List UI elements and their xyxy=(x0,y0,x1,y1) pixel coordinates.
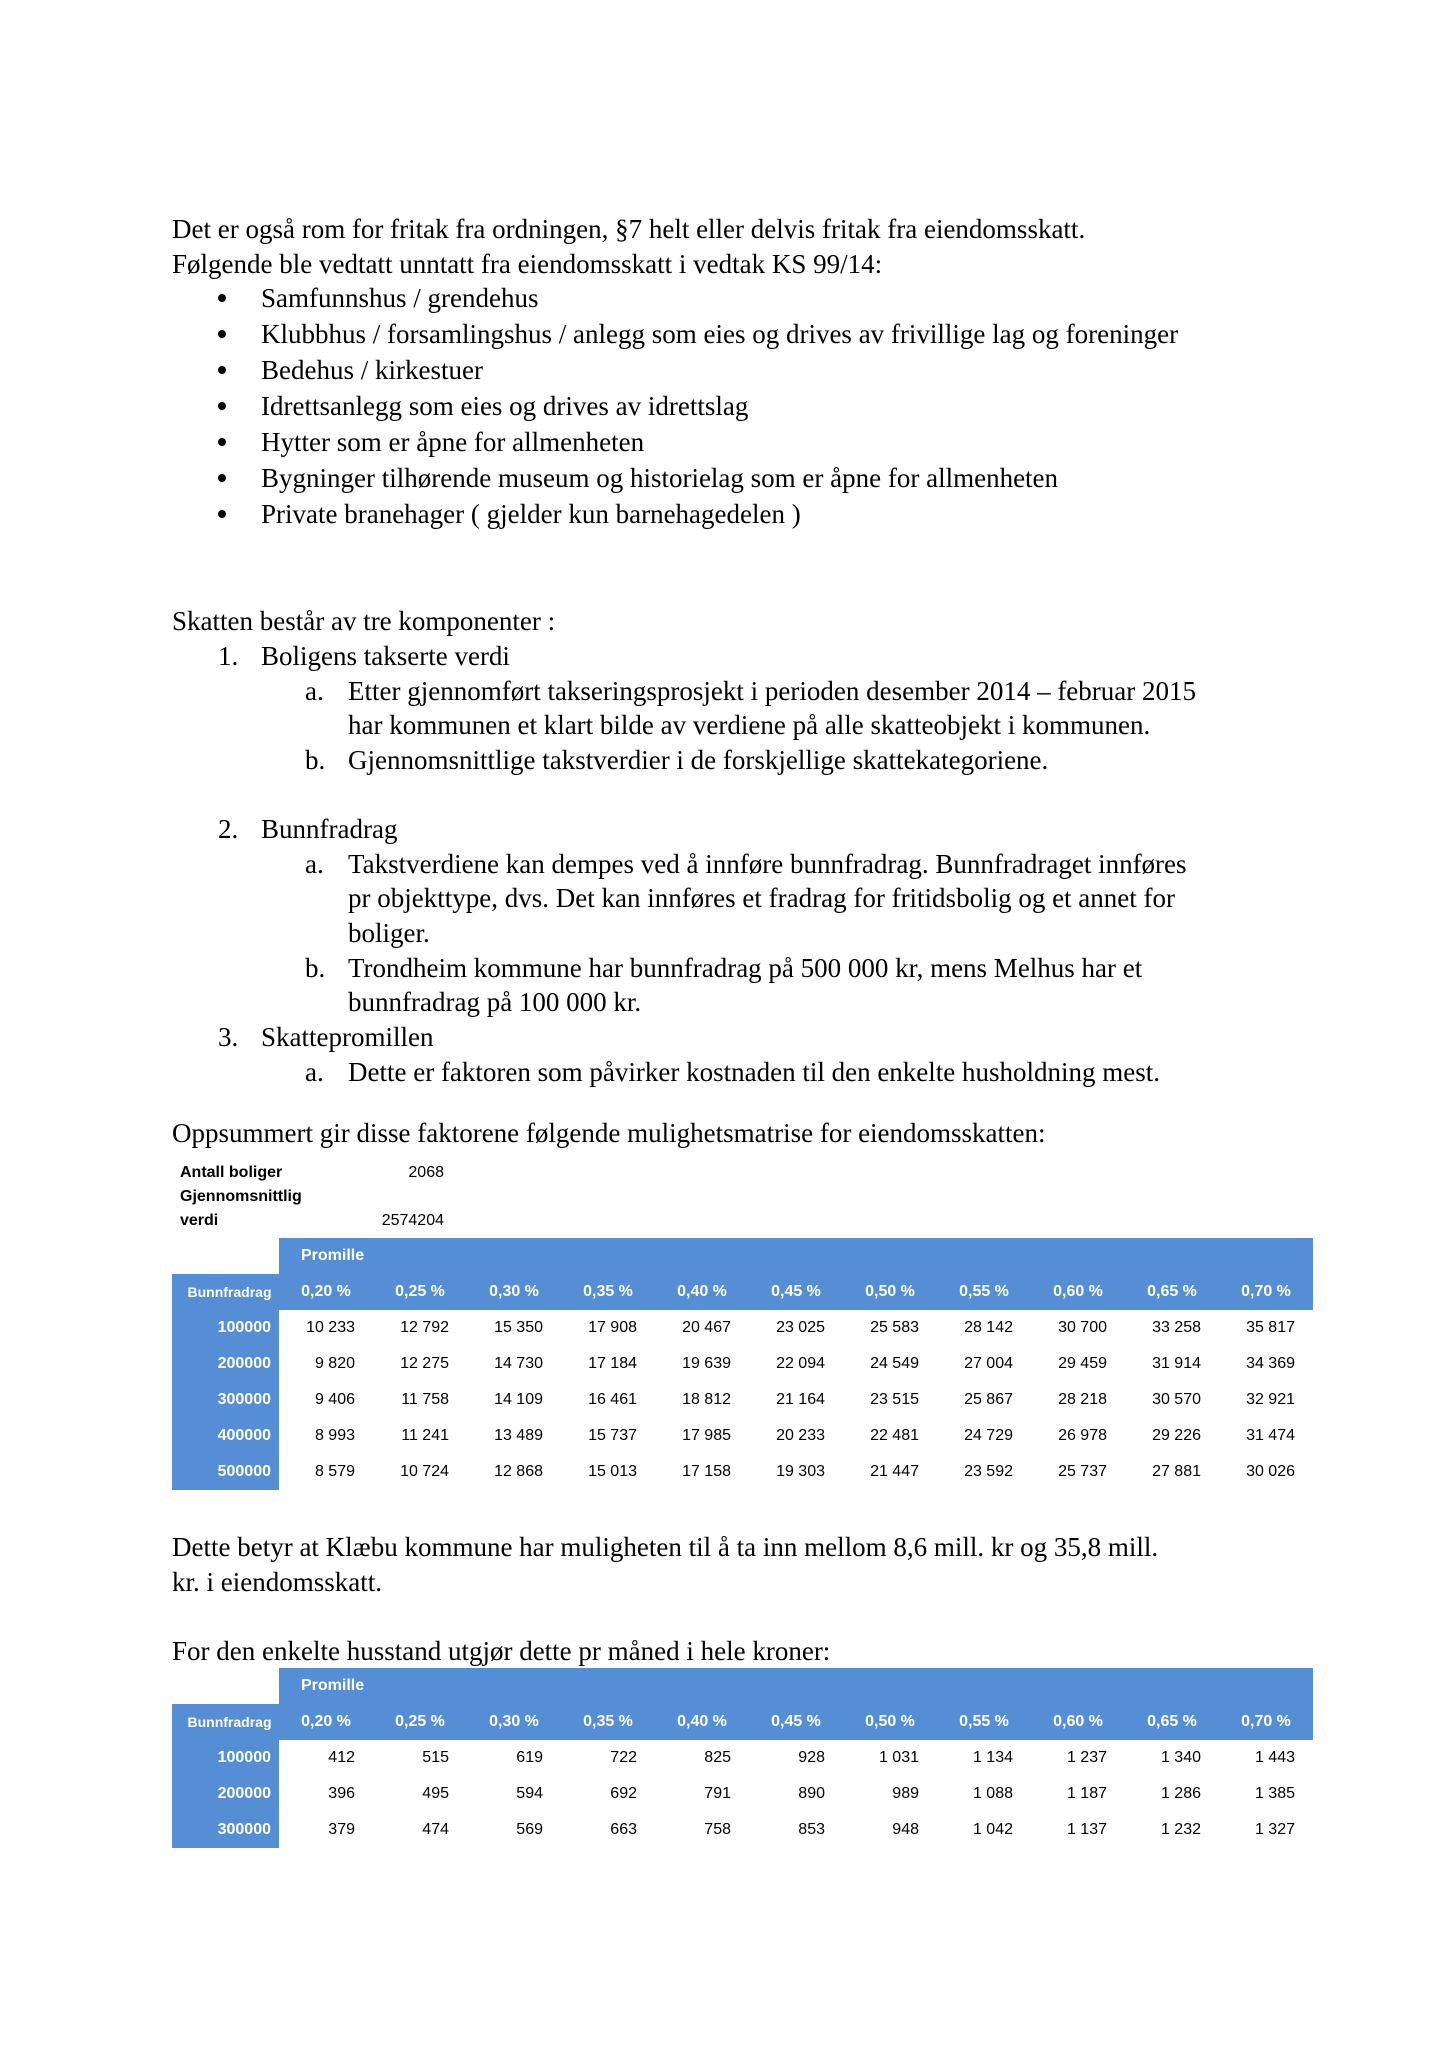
component-2a-line-2: pr objekttype, dvs. Det kan innføres et fradrag for fritidsbolig og et annet for xyxy=(348,883,1176,913)
column-header: 0,35 % xyxy=(561,1704,655,1740)
table-cell: 13 489 xyxy=(494,1427,543,1444)
table-cell: 21 164 xyxy=(776,1391,825,1408)
table-cell: 1 134 xyxy=(972,1749,1013,1766)
table-cell: 825 xyxy=(704,1749,731,1766)
table-cell: 9 406 xyxy=(314,1391,355,1408)
table-cell: 20 467 xyxy=(682,1319,731,1336)
table-cell: 17 158 xyxy=(682,1463,731,1480)
table-cell: 12 275 xyxy=(400,1355,449,1372)
snitt-value: 2574204 xyxy=(381,1212,444,1229)
table-cell: 34 369 xyxy=(1246,1355,1295,1372)
component-2b-line-1: Trondheim kommune har bunnfradrag på 500 000 kr, mens Melhus har et xyxy=(348,953,1143,983)
table-cell: 31 914 xyxy=(1152,1355,1201,1372)
item-number: 2. xyxy=(218,814,239,844)
item-letter: a. xyxy=(305,676,324,706)
table-cell: 16 461 xyxy=(588,1391,637,1408)
table-cell: 24 549 xyxy=(870,1355,919,1372)
item-number: 1. xyxy=(218,641,239,671)
row-header: 200000 xyxy=(172,1346,279,1382)
table-cell: 396 xyxy=(328,1785,355,1802)
column-header: 0,45 % xyxy=(749,1704,843,1740)
column-header: 0,30 % xyxy=(467,1274,561,1310)
table-cell: 948 xyxy=(892,1821,919,1838)
table-cell: 18 812 xyxy=(682,1391,731,1408)
bunnfradrag-header: Bunnfradrag xyxy=(172,1704,279,1740)
row-header: 300000 xyxy=(172,1382,279,1418)
column-header: 0,20 % xyxy=(279,1704,373,1740)
promille-header: Promille xyxy=(279,1238,1313,1274)
table-cell: 19 303 xyxy=(776,1463,825,1480)
table-cell: 928 xyxy=(798,1749,825,1766)
list-item: Samfunnshus / grendehus xyxy=(218,280,1178,316)
table-cell: 1 031 xyxy=(878,1749,919,1766)
row-header: 100000 xyxy=(172,1740,279,1776)
table-cell: 10 724 xyxy=(400,1463,449,1480)
table-cell: 25 737 xyxy=(1058,1463,1107,1480)
table-cell: 19 639 xyxy=(682,1355,731,1372)
table-cell: 33 258 xyxy=(1152,1319,1201,1336)
table-cell: 758 xyxy=(704,1821,731,1838)
column-header: 0,40 % xyxy=(655,1704,749,1740)
table-cell: 1 327 xyxy=(1254,1821,1295,1838)
item-letter: a. xyxy=(305,1057,324,1087)
table-cell: 989 xyxy=(892,1785,919,1802)
table-cell: 30 700 xyxy=(1058,1319,1107,1336)
table-row xyxy=(172,1454,1313,1490)
list-item: Hytter som er åpne for allmenheten xyxy=(218,424,1178,460)
table-cell: 1 187 xyxy=(1066,1785,1107,1802)
table-cell: 12 868 xyxy=(494,1463,543,1480)
component-2a-line-3: boliger. xyxy=(348,918,430,948)
row-header: 500000 xyxy=(172,1454,279,1490)
table-cell: 32 921 xyxy=(1246,1391,1295,1408)
column-header: 0,35 % xyxy=(561,1274,655,1310)
table-cell: 10 233 xyxy=(306,1319,355,1336)
table-cell: 30 026 xyxy=(1246,1463,1295,1480)
component-3-title: Skattepromillen xyxy=(261,1022,434,1052)
table-cell: 15 350 xyxy=(494,1319,543,1336)
intro-line-2: Følgende ble vedtatt unntatt fra eiendomsskatt i vedtak KS 99/14: xyxy=(172,249,883,279)
table-cell: 474 xyxy=(422,1821,449,1838)
component-1b-line-1: Gjennomsnittlige takstverdier i de forskjellige skattekategoriene. xyxy=(348,745,1049,775)
monthly-heading: For den enkelte husstand utgjør dette pr måned i hele kroner: xyxy=(172,1636,831,1666)
table-cell: 663 xyxy=(610,1821,637,1838)
column-header: 0,25 % xyxy=(373,1704,467,1740)
table-cell: 23 515 xyxy=(870,1391,919,1408)
table-cell: 890 xyxy=(798,1785,825,1802)
component-2-title: Bunnfradrag xyxy=(261,814,398,844)
table-cell: 22 094 xyxy=(776,1355,825,1372)
table-cell: 594 xyxy=(516,1785,543,1802)
conclusion-line-1: Dette betyr at Klæbu kommune har muligheten til å ta inn mellom 8,6 mill. kr og 35,8 mill. xyxy=(172,1532,1159,1562)
table-cell: 692 xyxy=(610,1785,637,1802)
column-header: 0,45 % xyxy=(749,1274,843,1310)
table-row xyxy=(172,1418,1313,1454)
table-cell: 1 443 xyxy=(1254,1749,1295,1766)
matrix-table-monthly xyxy=(172,1668,1313,1848)
component-2b-line-2: bunnfradrag på 100 000 kr. xyxy=(348,987,642,1017)
column-header: 0,65 % xyxy=(1125,1274,1219,1310)
table-cell: 1 237 xyxy=(1066,1749,1107,1766)
table-cell: 17 908 xyxy=(588,1319,637,1336)
component-1-title: Boligens takserte verdi xyxy=(261,641,510,671)
snitt-label-1: Gjennomsnittlig xyxy=(180,1188,302,1205)
table-cell: 1 385 xyxy=(1254,1785,1295,1802)
column-header: 0,20 % xyxy=(279,1274,373,1310)
table-cell: 1 137 xyxy=(1066,1821,1107,1838)
component-2a-line-1: Takstverdiene kan dempes ved å innføre bunnfradrag. Bunnfradraget innføres xyxy=(348,849,1187,879)
item-letter: b. xyxy=(305,745,326,775)
list-item: Bedehus / kirkestuer xyxy=(218,352,1178,388)
table-cell: 569 xyxy=(516,1821,543,1838)
table-cell: 8 579 xyxy=(314,1463,355,1480)
list-item: Klubbhus / forsamlingshus / anlegg som eies og drives av frivillige lag og foreninger xyxy=(218,316,1178,352)
table-cell: 30 570 xyxy=(1152,1391,1201,1408)
item-letter: b. xyxy=(305,953,326,983)
exempt-list xyxy=(218,280,1178,532)
table-row xyxy=(172,1310,1313,1346)
column-header: 0,55 % xyxy=(937,1274,1031,1310)
component-1a-line-1: Etter gjennomført takseringsprosjekt i perioden desember 2014 – februar 2015 xyxy=(348,676,1197,706)
column-header: 0,65 % xyxy=(1125,1704,1219,1740)
item-letter: a. xyxy=(305,849,324,879)
intro-line-1: Det er også rom for fritak fra ordningen, §7 helt eller delvis fritak fra eiendomsskatt. xyxy=(172,214,1086,244)
component-1a-line-2: har kommunen et klart bilde av verdiene på alle skatteobjekt i kommunen. xyxy=(348,710,1151,740)
table-corner xyxy=(172,1238,279,1274)
column-header: 0,60 % xyxy=(1031,1704,1125,1740)
bunnfradrag-header: Bunnfradrag xyxy=(172,1274,279,1310)
table-cell: 31 474 xyxy=(1246,1427,1295,1444)
row-header: 100000 xyxy=(172,1310,279,1346)
table-cell: 722 xyxy=(610,1749,637,1766)
table-cell: 28 142 xyxy=(964,1319,1013,1336)
table-row xyxy=(172,1812,1313,1848)
components-heading: Skatten består av tre komponenter : xyxy=(172,606,556,636)
snitt-label-2: verdi xyxy=(180,1212,219,1229)
item-number: 3. xyxy=(218,1022,239,1052)
table-cell: 11 758 xyxy=(401,1391,449,1408)
table-cell: 26 978 xyxy=(1058,1427,1107,1444)
promille-header: Promille xyxy=(279,1668,1313,1704)
antall-label: Antall boliger xyxy=(180,1164,283,1181)
table-cell: 1 088 xyxy=(972,1785,1013,1802)
column-header: 0,30 % xyxy=(467,1704,561,1740)
table-row xyxy=(172,1776,1313,1812)
row-header: 300000 xyxy=(172,1812,279,1848)
table-cell: 1 042 xyxy=(972,1821,1013,1838)
table-cell: 12 792 xyxy=(400,1319,449,1336)
table-cell: 11 241 xyxy=(401,1427,449,1444)
row-header: 400000 xyxy=(172,1418,279,1454)
table-row xyxy=(172,1346,1313,1382)
conclusion-line-2: kr. i eiendomsskatt. xyxy=(172,1567,382,1597)
component-3a-line-1: Dette er faktoren som påvirker kostnaden til den enkelte husholdning mest. xyxy=(348,1057,1161,1087)
column-header: 0,50 % xyxy=(843,1704,937,1740)
antall-value: 2068 xyxy=(408,1164,444,1181)
table-cell: 1 232 xyxy=(1160,1821,1201,1838)
list-item: Private branehager ( gjelder kun barnehagedelen ) xyxy=(218,496,1178,532)
row-header: 200000 xyxy=(172,1776,279,1812)
table-cell: 29 459 xyxy=(1058,1355,1107,1372)
table-cell: 29 226 xyxy=(1152,1427,1201,1444)
table-row xyxy=(172,1740,1313,1776)
table-cell: 17 184 xyxy=(588,1355,637,1372)
summary-heading: Oppsummert gir disse faktorene følgende mulighetsmatrise for eiendomsskatten: xyxy=(172,1118,1046,1148)
table-row xyxy=(172,1382,1313,1418)
table-cell: 23 592 xyxy=(964,1463,1013,1480)
table-cell: 35 817 xyxy=(1246,1319,1295,1336)
table-cell: 25 867 xyxy=(964,1391,1013,1408)
table-cell: 515 xyxy=(422,1749,449,1766)
table-cell: 1 340 xyxy=(1160,1749,1201,1766)
column-header: 0,50 % xyxy=(843,1274,937,1310)
list-item: Bygninger tilhørende museum og historielag som er åpne for allmenheten xyxy=(218,460,1178,496)
table-cell: 1 286 xyxy=(1160,1785,1201,1802)
column-header: 0,25 % xyxy=(373,1274,467,1310)
table-cell: 23 025 xyxy=(776,1319,825,1336)
table-cell: 15 013 xyxy=(588,1463,637,1480)
table-cell: 27 004 xyxy=(964,1355,1013,1372)
table-cell: 20 233 xyxy=(776,1427,825,1444)
table-cell: 28 218 xyxy=(1058,1391,1107,1408)
table-cell: 15 737 xyxy=(588,1427,637,1444)
table-cell: 25 583 xyxy=(870,1319,919,1336)
table-cell: 22 481 xyxy=(870,1427,919,1444)
table-cell: 619 xyxy=(516,1749,543,1766)
table-cell: 14 109 xyxy=(494,1391,543,1408)
table-cell: 8 993 xyxy=(314,1427,355,1444)
table-cell: 791 xyxy=(704,1785,731,1802)
list-item: Idrettsanlegg som eies og drives av idrettslag xyxy=(218,388,1178,424)
column-header: 0,55 % xyxy=(937,1704,1031,1740)
table-cell: 495 xyxy=(422,1785,449,1802)
table-cell: 14 730 xyxy=(494,1355,543,1372)
table-cell: 412 xyxy=(328,1749,355,1766)
matrix-table-yearly xyxy=(172,1238,1313,1490)
table-cell: 9 820 xyxy=(314,1355,355,1372)
table-cell: 17 985 xyxy=(682,1427,731,1444)
table-cell: 21 447 xyxy=(870,1463,919,1480)
column-header: 0,60 % xyxy=(1031,1274,1125,1310)
table-cell: 24 729 xyxy=(964,1427,1013,1444)
column-header: 0,70 % xyxy=(1219,1704,1313,1740)
table-corner xyxy=(172,1668,279,1704)
table-cell: 853 xyxy=(798,1821,825,1838)
column-header: 0,40 % xyxy=(655,1274,749,1310)
column-header: 0,70 % xyxy=(1219,1274,1313,1310)
table-cell: 379 xyxy=(328,1821,355,1838)
table-cell: 27 881 xyxy=(1152,1463,1201,1480)
